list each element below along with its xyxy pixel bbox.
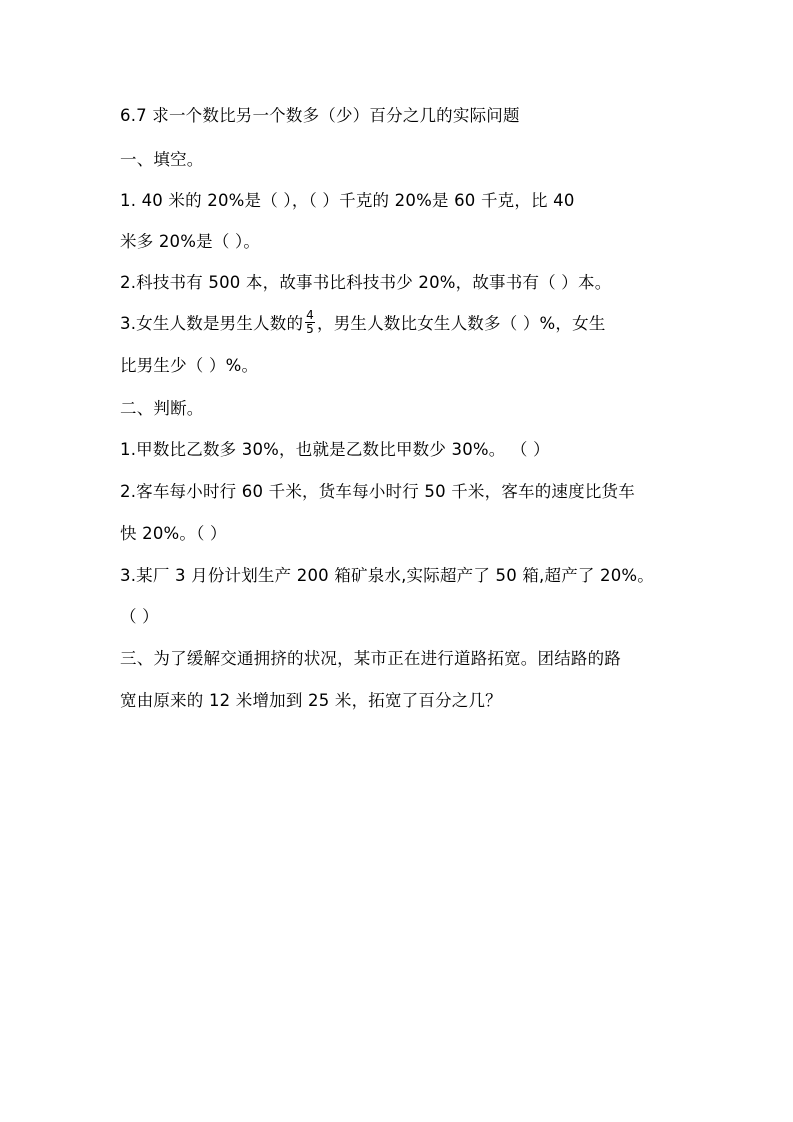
judge-3-line-1: 3.某厂 3 月份计划生产 200 箱矿泉水,实际超产了 50 箱,超产了 20%。 [120, 566, 655, 585]
document-title: 6.7 求一个数比另一个数多（少）百分之几的实际问题 [120, 106, 520, 125]
fraction-denominator: 5 [306, 322, 314, 336]
question-1-line-1: 1. 40 米的 20%是（ ），（ ）千克的 20%是 60 千克，比 40 [120, 191, 575, 210]
question-3-text-after: ，男生人数比女生人数多（ ）%，女生 [317, 314, 606, 333]
section-3-problem-line-1: 三、为了缓解交通拥挤的状况，某市正在进行道路拓宽。团结路的路 [120, 649, 621, 668]
section-heading-fill-blank: 一、填空。 [120, 150, 204, 169]
section-heading-judge: 二、判断。 [120, 399, 204, 418]
judge-2-line-2: 快 20%。（ ） [120, 524, 227, 543]
question-2: 2.科技书有 500 本，故事书比科技书少 20%，故事书有（ ）本。 [120, 273, 612, 292]
fraction-numerator: 4 [306, 308, 314, 322]
question-3-line-2: 比男生少（ ）%。 [120, 356, 259, 375]
section-3-problem-line-2: 宽由原来的 12 米增加到 25 米，拓宽了百分之几？ [120, 691, 502, 710]
question-3-text-before: 3.女生人数是男生人数的 [120, 314, 304, 333]
question-1-line-2: 米多 20%是（ ）。 [120, 232, 261, 251]
judge-3-line-2: （ ） [120, 607, 159, 626]
judge-1: 1.甲数比乙数多 30%，也就是乙数比甲数少 30%。 （ ） [120, 440, 550, 459]
judge-2-line-1: 2.客车每小时行 60 千米，货车每小时行 50 千米，客车的速度比货车 [120, 482, 635, 501]
question-3-line-1 [120, 308, 680, 338]
fraction [305, 309, 315, 336]
